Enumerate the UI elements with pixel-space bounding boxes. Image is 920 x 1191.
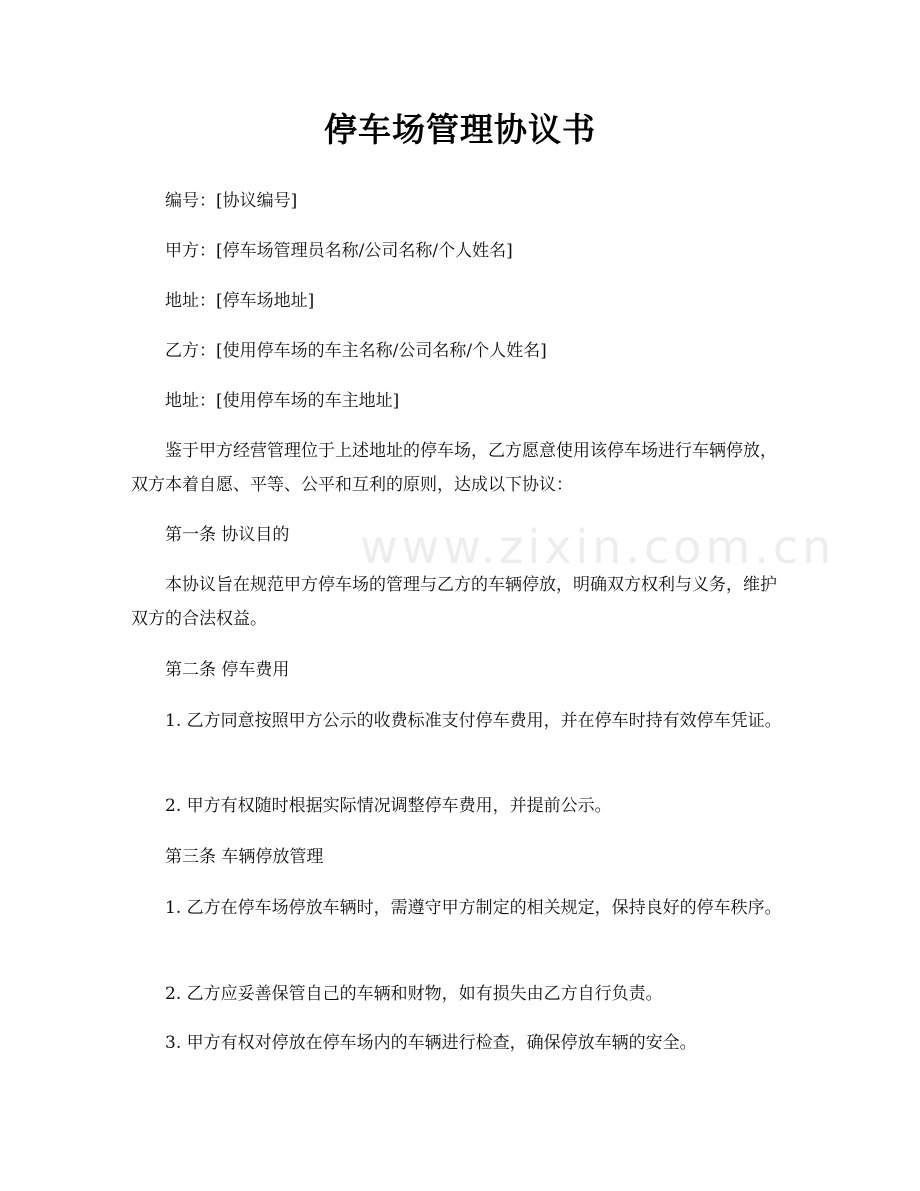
article-3-heading: 第三条 车辆停放管理 [165,847,324,867]
party-a: 甲方：[停车场管理员名称/公司名称/个人姓名] [165,241,513,261]
article-1-body: 本协议旨在规范甲方停车场的管理与乙方的车辆停放，明确双方权利与义务，维护双方的合法权益。 [131,575,777,629]
preamble-paragraph: 鉴于甲方经营管理位于上述地址的停车场，乙方愿意使用该停车场进行车辆停放，双方本着自愿、平等、公平和互利的原则，达成以下协议： [131,441,777,495]
watermark: www.zixin.com.cn [360,520,836,574]
article-3-item-1: 1. 乙方在停车场停放车辆时，需遵守甲方制定的相关规定，保持良好的停车秩序。 [165,898,782,918]
article-2-item-1: 1. 乙方同意按照甲方公示的收费标准支付停车费用，并在停车时持有效停车凭证。 [165,711,782,731]
article-1-heading: 第一条 协议目的 [165,525,290,545]
party-b: 乙方：[使用停车场的车主名称/公司名称/个人姓名] [165,341,547,361]
article-3-item-2: 2. 乙方应妥善保管自己的车辆和财物，如有损失由乙方自行负责。 [165,984,663,1004]
agreement-number: 编号：[协议编号] [165,191,298,211]
article-2-heading: 第二条 停车费用 [165,660,290,680]
article-3-item-3: 3. 甲方有权对停放在停车场内的车辆进行检查，确保停放车辆的安全。 [165,1033,697,1053]
party-b-address: 地址：[使用停车场的车主地址] [165,391,400,411]
document-title: 停车场管理协议书 [324,110,596,149]
party-a-address: 地址：[停车场地址] [165,291,315,311]
article-2-item-2: 2. 甲方有权随时根据实际情况调整停车费用，并提前公示。 [165,796,612,816]
